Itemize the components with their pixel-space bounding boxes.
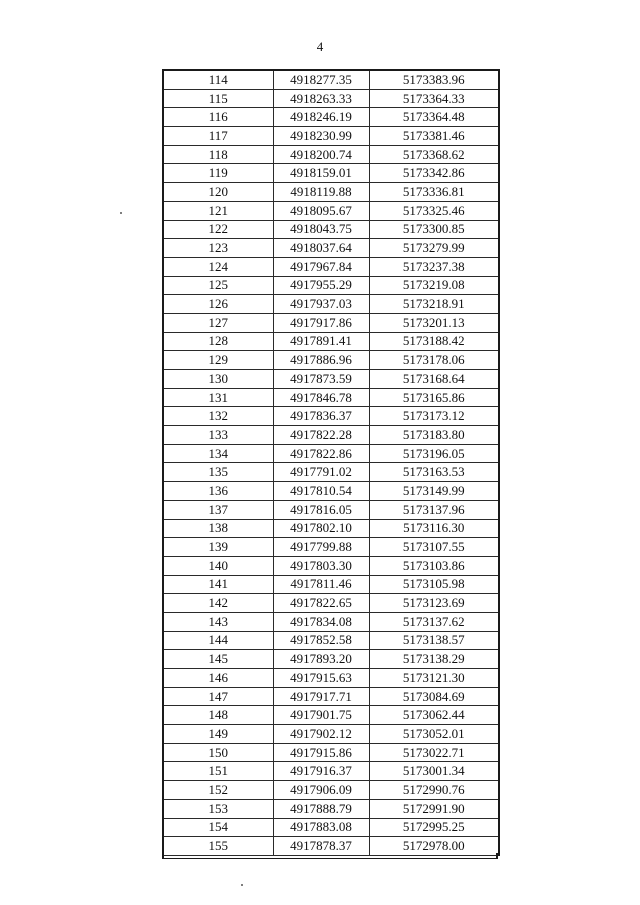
point-number-cell: 142 bbox=[163, 594, 273, 613]
point-number-cell: 119 bbox=[163, 164, 273, 183]
point-number-cell: 123 bbox=[163, 239, 273, 258]
y-coordinate-cell: 5173123.69 bbox=[369, 594, 499, 613]
x-coordinate-cell: 4918200.74 bbox=[273, 145, 369, 164]
scan-speck bbox=[241, 884, 243, 886]
table-row bbox=[163, 519, 499, 538]
y-coordinate-cell: 5173364.48 bbox=[369, 108, 499, 127]
table-row bbox=[163, 89, 499, 108]
y-coordinate-cell: 5173052.01 bbox=[369, 725, 499, 744]
table-row bbox=[163, 239, 499, 258]
y-coordinate-cell: 5172991.90 bbox=[369, 799, 499, 818]
point-number-cell: 140 bbox=[163, 556, 273, 575]
x-coordinate-cell: 4917917.71 bbox=[273, 687, 369, 706]
y-coordinate-cell: 5173138.29 bbox=[369, 650, 499, 669]
y-coordinate-cell: 5173325.46 bbox=[369, 201, 499, 220]
point-number-cell: 141 bbox=[163, 575, 273, 594]
table-row bbox=[163, 313, 499, 332]
x-coordinate-cell: 4917917.86 bbox=[273, 313, 369, 332]
y-coordinate-cell: 5173168.64 bbox=[369, 370, 499, 389]
table-row bbox=[163, 407, 499, 426]
point-number-cell: 117 bbox=[163, 127, 273, 146]
coordinates-table bbox=[162, 69, 500, 856]
table-row bbox=[163, 762, 499, 781]
table-row bbox=[163, 725, 499, 744]
table-row bbox=[163, 164, 499, 183]
table-row bbox=[163, 818, 499, 837]
x-coordinate-cell: 4917834.08 bbox=[273, 612, 369, 631]
x-coordinate-cell: 4917893.20 bbox=[273, 650, 369, 669]
x-coordinate-cell: 4918037.64 bbox=[273, 239, 369, 258]
table-row bbox=[163, 108, 499, 127]
table-row bbox=[163, 201, 499, 220]
x-coordinate-cell: 4917822.28 bbox=[273, 426, 369, 445]
table-row bbox=[163, 127, 499, 146]
x-coordinate-cell: 4917799.88 bbox=[273, 538, 369, 557]
table-row bbox=[163, 332, 499, 351]
x-coordinate-cell: 4917791.02 bbox=[273, 463, 369, 482]
x-coordinate-cell: 4918095.67 bbox=[273, 201, 369, 220]
point-number-cell: 121 bbox=[163, 201, 273, 220]
x-coordinate-cell: 4917955.29 bbox=[273, 276, 369, 295]
table-row bbox=[163, 295, 499, 314]
point-number-cell: 155 bbox=[163, 837, 273, 856]
table-row bbox=[163, 687, 499, 706]
point-number-cell: 133 bbox=[163, 426, 273, 445]
y-coordinate-cell: 5173201.13 bbox=[369, 313, 499, 332]
table-row bbox=[163, 257, 499, 276]
table-row bbox=[163, 426, 499, 445]
y-coordinate-cell: 5173383.96 bbox=[369, 70, 499, 89]
y-coordinate-cell: 5173149.99 bbox=[369, 482, 499, 501]
table-row bbox=[163, 556, 499, 575]
y-coordinate-cell: 5173121.30 bbox=[369, 669, 499, 688]
point-number-cell: 144 bbox=[163, 631, 273, 650]
point-number-cell: 135 bbox=[163, 463, 273, 482]
point-number-cell: 136 bbox=[163, 482, 273, 501]
y-coordinate-cell: 5173188.42 bbox=[369, 332, 499, 351]
y-coordinate-cell: 5173279.99 bbox=[369, 239, 499, 258]
y-coordinate-cell: 5173165.86 bbox=[369, 388, 499, 407]
x-coordinate-cell: 4917846.78 bbox=[273, 388, 369, 407]
x-coordinate-cell: 4917822.86 bbox=[273, 444, 369, 463]
x-coordinate-cell: 4917937.03 bbox=[273, 295, 369, 314]
x-coordinate-cell: 4918230.99 bbox=[273, 127, 369, 146]
y-coordinate-cell: 5173137.96 bbox=[369, 500, 499, 519]
y-coordinate-cell: 5173137.62 bbox=[369, 612, 499, 631]
point-number-cell: 115 bbox=[163, 89, 273, 108]
x-coordinate-cell: 4917810.54 bbox=[273, 482, 369, 501]
table-row bbox=[163, 482, 499, 501]
table-row bbox=[163, 388, 499, 407]
x-coordinate-cell: 4917836.37 bbox=[273, 407, 369, 426]
y-coordinate-cell: 5173173.12 bbox=[369, 407, 499, 426]
x-coordinate-cell: 4918159.01 bbox=[273, 164, 369, 183]
point-number-cell: 153 bbox=[163, 799, 273, 818]
point-number-cell: 130 bbox=[163, 370, 273, 389]
point-number-cell: 154 bbox=[163, 818, 273, 837]
y-coordinate-cell: 5173062.44 bbox=[369, 706, 499, 725]
table-row bbox=[163, 781, 499, 800]
y-coordinate-cell: 5173381.46 bbox=[369, 127, 499, 146]
point-number-cell: 132 bbox=[163, 407, 273, 426]
point-number-cell: 122 bbox=[163, 220, 273, 239]
x-coordinate-cell: 4918043.75 bbox=[273, 220, 369, 239]
x-coordinate-cell: 4917816.05 bbox=[273, 500, 369, 519]
table-row bbox=[163, 743, 499, 762]
page-number: 4 bbox=[316, 39, 324, 54]
point-number-cell: 134 bbox=[163, 444, 273, 463]
x-coordinate-cell: 4917901.75 bbox=[273, 706, 369, 725]
point-number-cell: 150 bbox=[163, 743, 273, 762]
y-coordinate-cell: 5173219.08 bbox=[369, 276, 499, 295]
y-coordinate-cell: 5173336.81 bbox=[369, 183, 499, 202]
y-coordinate-cell: 5173237.38 bbox=[369, 257, 499, 276]
y-coordinate-cell: 5173163.53 bbox=[369, 463, 499, 482]
point-number-cell: 149 bbox=[163, 725, 273, 744]
y-coordinate-cell: 5173368.62 bbox=[369, 145, 499, 164]
point-number-cell: 128 bbox=[163, 332, 273, 351]
y-coordinate-cell: 5173342.86 bbox=[369, 164, 499, 183]
x-coordinate-cell: 4917902.12 bbox=[273, 725, 369, 744]
point-number-cell: 151 bbox=[163, 762, 273, 781]
x-coordinate-cell: 4918263.33 bbox=[273, 89, 369, 108]
x-coordinate-cell: 4917906.09 bbox=[273, 781, 369, 800]
y-coordinate-cell: 5173218.91 bbox=[369, 295, 499, 314]
x-coordinate-cell: 4917915.86 bbox=[273, 743, 369, 762]
scan-speck bbox=[120, 212, 122, 214]
point-number-cell: 138 bbox=[163, 519, 273, 538]
point-number-cell: 125 bbox=[163, 276, 273, 295]
x-coordinate-cell: 4917852.58 bbox=[273, 631, 369, 650]
point-number-cell: 148 bbox=[163, 706, 273, 725]
y-coordinate-cell: 5173001.34 bbox=[369, 762, 499, 781]
point-number-cell: 131 bbox=[163, 388, 273, 407]
table-row bbox=[163, 594, 499, 613]
y-coordinate-cell: 5173178.06 bbox=[369, 351, 499, 370]
table-row bbox=[163, 500, 499, 519]
table-row bbox=[163, 669, 499, 688]
point-number-cell: 120 bbox=[163, 183, 273, 202]
x-coordinate-cell: 4917916.37 bbox=[273, 762, 369, 781]
x-coordinate-cell: 4917803.30 bbox=[273, 556, 369, 575]
x-coordinate-cell: 4917888.79 bbox=[273, 799, 369, 818]
table-row bbox=[163, 276, 499, 295]
x-coordinate-cell: 4918119.88 bbox=[273, 183, 369, 202]
point-number-cell: 116 bbox=[163, 108, 273, 127]
table-row bbox=[163, 145, 499, 164]
x-coordinate-cell: 4917822.65 bbox=[273, 594, 369, 613]
x-coordinate-cell: 4918277.35 bbox=[273, 70, 369, 89]
point-number-cell: 137 bbox=[163, 500, 273, 519]
y-coordinate-cell: 5173138.57 bbox=[369, 631, 499, 650]
y-coordinate-cell: 5173103.86 bbox=[369, 556, 499, 575]
point-number-cell: 127 bbox=[163, 313, 273, 332]
table-row bbox=[163, 612, 499, 631]
y-coordinate-cell: 5173022.71 bbox=[369, 743, 499, 762]
y-coordinate-cell: 5173105.98 bbox=[369, 575, 499, 594]
coordinates-table-body bbox=[163, 70, 499, 855]
point-number-cell: 145 bbox=[163, 650, 273, 669]
table-row bbox=[163, 706, 499, 725]
table-row bbox=[163, 70, 499, 89]
y-coordinate-cell: 5173116.30 bbox=[369, 519, 499, 538]
y-coordinate-cell: 5173196.05 bbox=[369, 444, 499, 463]
table-bottom-border bbox=[162, 853, 498, 859]
point-number-cell: 118 bbox=[163, 145, 273, 164]
y-coordinate-cell: 5173084.69 bbox=[369, 687, 499, 706]
x-coordinate-cell: 4917891.41 bbox=[273, 332, 369, 351]
y-coordinate-cell: 5173183.80 bbox=[369, 426, 499, 445]
x-coordinate-cell: 4917811.46 bbox=[273, 575, 369, 594]
table-row bbox=[163, 183, 499, 202]
point-number-cell: 126 bbox=[163, 295, 273, 314]
table-row bbox=[163, 575, 499, 594]
point-number-cell: 147 bbox=[163, 687, 273, 706]
x-coordinate-cell: 4917873.59 bbox=[273, 370, 369, 389]
point-number-cell: 139 bbox=[163, 538, 273, 557]
y-coordinate-cell: 5172990.76 bbox=[369, 781, 499, 800]
table-row bbox=[163, 444, 499, 463]
point-number-cell: 114 bbox=[163, 70, 273, 89]
point-number-cell: 143 bbox=[163, 612, 273, 631]
table-row bbox=[163, 538, 499, 557]
x-coordinate-cell: 4917915.63 bbox=[273, 669, 369, 688]
x-coordinate-cell: 4917886.96 bbox=[273, 351, 369, 370]
table-row bbox=[163, 631, 499, 650]
x-coordinate-cell: 4917878.37 bbox=[273, 837, 369, 856]
table-row bbox=[163, 220, 499, 239]
table-row bbox=[163, 463, 499, 482]
x-coordinate-cell: 4917802.10 bbox=[273, 519, 369, 538]
y-coordinate-cell: 5173364.33 bbox=[369, 89, 499, 108]
table-row bbox=[163, 799, 499, 818]
point-number-cell: 146 bbox=[163, 669, 273, 688]
y-coordinate-cell: 5172978.00 bbox=[369, 837, 499, 856]
table-row bbox=[163, 351, 499, 370]
point-number-cell: 129 bbox=[163, 351, 273, 370]
point-number-cell: 152 bbox=[163, 781, 273, 800]
y-coordinate-cell: 5173300.85 bbox=[369, 220, 499, 239]
table-row bbox=[163, 650, 499, 669]
point-number-cell: 124 bbox=[163, 257, 273, 276]
y-coordinate-cell: 5172995.25 bbox=[369, 818, 499, 837]
x-coordinate-cell: 4917967.84 bbox=[273, 257, 369, 276]
x-coordinate-cell: 4917883.08 bbox=[273, 818, 369, 837]
x-coordinate-cell: 4918246.19 bbox=[273, 108, 369, 127]
y-coordinate-cell: 5173107.55 bbox=[369, 538, 499, 557]
table-row bbox=[163, 370, 499, 389]
